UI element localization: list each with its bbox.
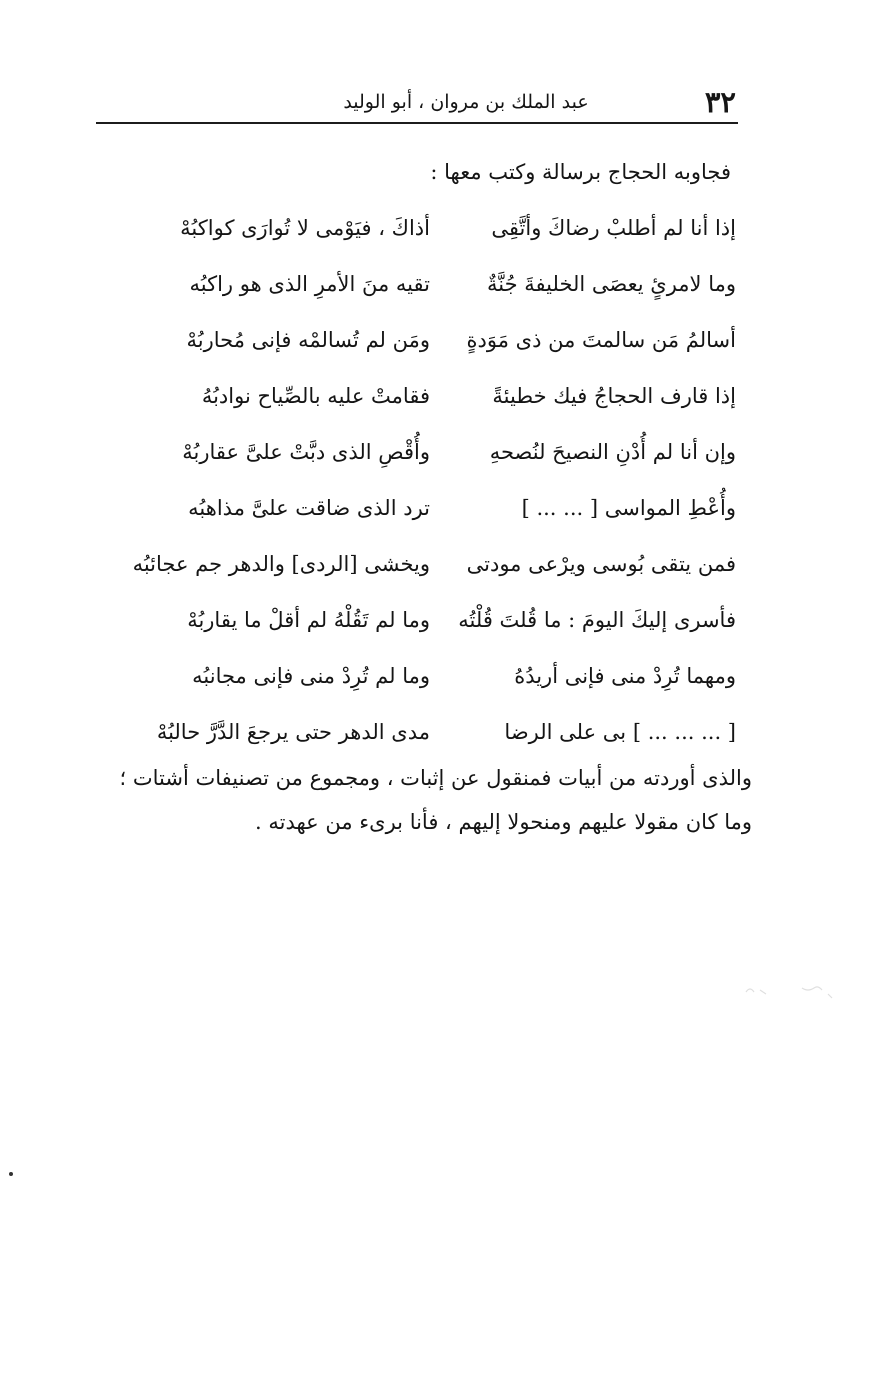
page-number: ٣٢ [704,85,736,119]
closing-paragraph-line: وما كان مقولا عليهم ومنحولا إليهم ، فأنا برىء من عهدته . [255,810,752,834]
running-title: عبد الملك بن مروان ، أبو الوليد [343,91,589,113]
verse-second-hemistich: ويخشى [الردى] والدهر جم عجائبُه [132,552,430,576]
verse-second-hemistich: فقامتْ عليه بالصِّياح نوادبُهُ [201,384,430,408]
verse-first-hemistich: [ ... ... ... ] بى على الرضا [504,720,736,744]
bleed-through-marks [740,978,840,1008]
verse-line [100,317,736,369]
verse-second-hemistich: أذاكَ ، فيَوْمى لا تُوارَى كواكبُهْ [180,216,430,240]
verse-line [100,261,736,313]
verse-line [100,541,736,593]
verse-second-hemistich: وأُقْصِ الذى دبَّتْ علىَّ عقاربُهْ [182,440,430,464]
ink-speck [9,1172,13,1176]
verse-line [100,597,736,649]
verse-first-hemistich: فأسرى إليكَ اليومَ : ما قُلتَ قُلْتُه [458,608,736,632]
verse-second-hemistich: مدى الدهر حتى يرجعَ الدَّرَّ حالبُهْ [156,720,430,744]
closing-paragraph-line: والذى أوردته من أبيات فمنقول عن إثبات ، ومجموع من تصنيفات أشتات ؛ [119,766,752,790]
verse-line [100,485,736,537]
verse-line [100,429,736,481]
header-rule [96,122,738,124]
verse-second-hemistich: تقيه منَ الأمرِ الذى هو راكبُه [189,272,430,296]
verse-line [100,709,736,761]
verse-second-hemistich: ترد الذى ضاقت علىَّ مذاهبُه [188,496,430,520]
intro-line: فجاوبه الحجاج برسالة وكتب معها : [430,160,731,184]
verse-second-hemistich: وما لم تُرِدْ منى فإنى مجانبُه [192,664,430,688]
verse-second-hemistich: وما لم تَقُلْهُ لم أقلْ ما يقاربُهْ [187,608,430,632]
verse-first-hemistich: فمن يتقى بُوسى ويرْعى مودتى [466,552,736,576]
verse-first-hemistich: وأُعْطِ المواسى [ ... ... ] [521,496,736,520]
verse-first-hemistich: ومهما تُرِدْ منى فإنى أريدُهُ [514,664,736,688]
verse-first-hemistich: وما لامرئٍ يعصَى الخليفةَ جُنَّةٌ [487,272,736,296]
verse-line [100,205,736,257]
verse-line [100,653,736,705]
verse-first-hemistich: وإن أنا لم أُدْنِ النصيحَ لنُصحهِ [489,440,736,464]
verse-first-hemistich: أسالمُ مَن سالمتَ من ذى مَوَدةٍ [466,328,736,352]
verse-first-hemistich: إذا قارف الحجاجُ فيك خطيئةً [492,384,736,408]
verse-line [100,373,736,425]
verse-second-hemistich: ومَن لم تُسالمْه فإنى مُحاربُهْ [186,328,430,352]
page-header [96,84,738,120]
verse-first-hemistich: إذا أنا لم أطلبْ رضاكَ وأتَّقِى [491,216,736,240]
